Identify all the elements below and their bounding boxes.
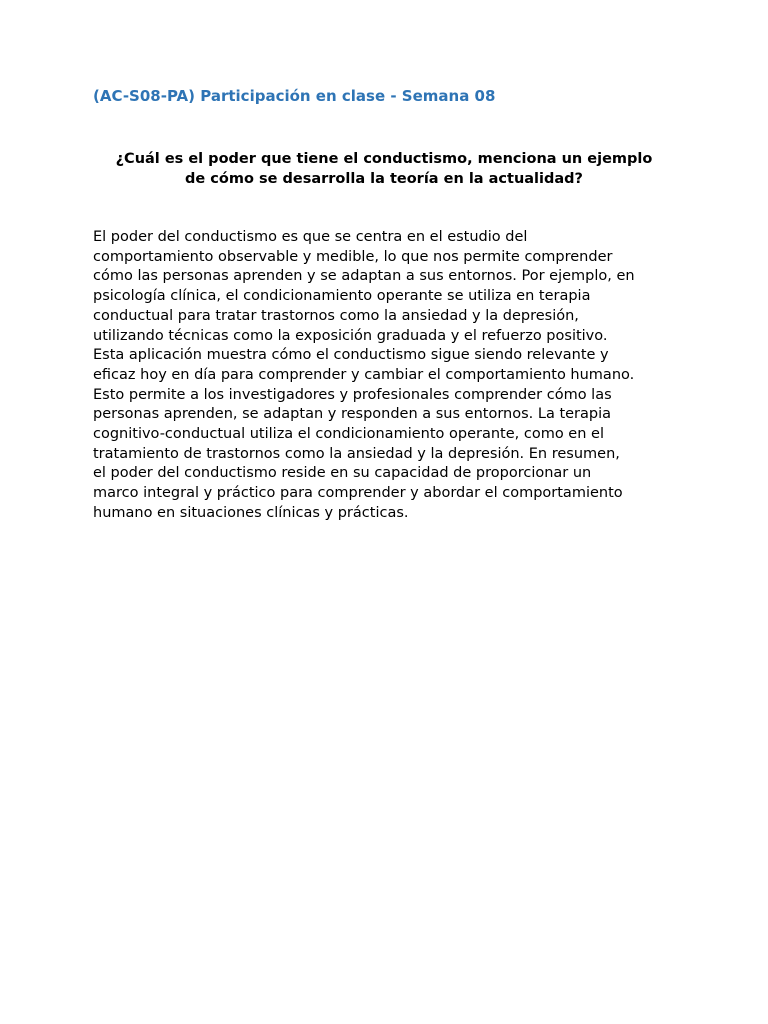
question-line: de cómo se desarrolla la teoría en la actualidad? bbox=[185, 171, 583, 187]
question-heading bbox=[93, 149, 675, 189]
answer-line: comportamiento observable y medible, lo que nos permite comprender bbox=[93, 248, 613, 265]
answer-line: psicología clínica, el condicionamiento operante se utiliza en terapia bbox=[93, 288, 591, 305]
answer-line: personas aprenden, se adaptan y responden a sus entornos. La terapia bbox=[93, 406, 612, 423]
answer-line: El poder del conductismo es que se centra en el estudio del bbox=[93, 229, 528, 245]
answer-line: tratamiento de trastornos como la ansiedad y la depresión. En resumen, bbox=[93, 445, 620, 462]
answer-line: Esto permite a los investigadores y profesionales comprender cómo las bbox=[93, 386, 612, 403]
answer-line: cómo las personas aprenden y se adaptan a sus entornos. Por ejemplo, en bbox=[93, 268, 635, 285]
answer-line: eficaz hoy en día para comprender y cambiar el comportamiento humano. bbox=[93, 366, 635, 383]
answer-line: utilizando técnicas como la exposición graduada y el refuerzo positivo. bbox=[93, 327, 608, 344]
answer-line: humano en situaciones clínicas y prácticas. bbox=[93, 504, 409, 521]
document-title: (AC-S08-PA) Participación en clase - Semana 08 bbox=[93, 87, 496, 105]
answer-line: cognitivo-conductual utiliza el condicionamiento operante, como en el bbox=[93, 426, 604, 443]
answer-line: marco integral y práctico para comprender y abordar el comportamiento bbox=[93, 485, 623, 502]
answer-line: el poder del conductismo reside en su capacidad de proporcionar un bbox=[93, 465, 592, 482]
question-line: ¿Cuál es el poder que tiene el conductismo, menciona un ejemplo bbox=[115, 151, 653, 167]
answer-paragraph bbox=[93, 228, 693, 524]
answer-line: conductual para tratar trastornos como la ansiedad y la depresión, bbox=[93, 307, 579, 324]
answer-line: Esta aplicación muestra cómo el conductismo sigue siendo relevante y bbox=[93, 347, 609, 364]
